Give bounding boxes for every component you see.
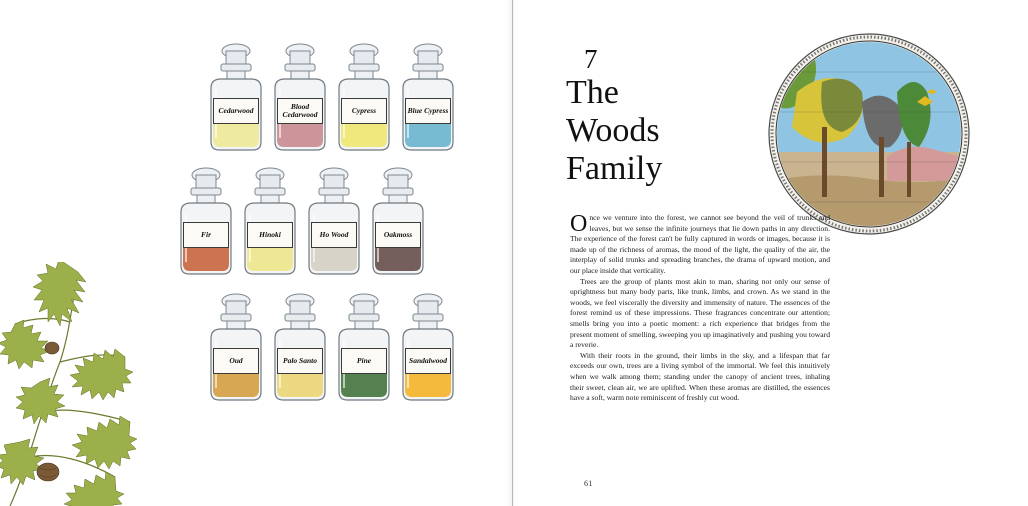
oil-bottle [205, 42, 267, 152]
oil-bottle [397, 292, 459, 402]
bottle-label: Oakmoss [375, 222, 421, 248]
oil-bottle [269, 42, 331, 152]
bottle-icon [397, 42, 459, 152]
bottle-label: Blue Cypress [405, 98, 451, 124]
body-text [570, 213, 830, 404]
bottle-icon [205, 42, 267, 152]
bottle-label: Fir [183, 222, 229, 248]
body-paragraph: Trees are the group of plants most akin to man, sharing not only our sense of uprightness but many body parts, like trunk, limbs, and crown. As we stand in the woods, we feel viscerally the diversity and immensity of nature. The essences of the forest remind us of these impressions. These fragrances concentrate our attention; smells bring you into a poetic moment: a rich experience that bridges from the present moment of smelling, sweeping you up imaginatively and pushing you toward a reverie. [570, 276, 830, 350]
bottle-label: Oud [213, 348, 259, 374]
bottle-icon [333, 42, 395, 152]
chapter-title-line: Family [566, 150, 663, 187]
forest-medallion-illustration [767, 32, 971, 236]
bottle-label: Blood Cedarwood [277, 98, 323, 124]
bottle-icon [205, 292, 267, 402]
body-paragraph: With their roots in the ground, their limbs in the sky, and a lifespan that far exceeds our own, trees are a living symbol of the immortal. We feel this intuitively when we walk among them; standing under the canopy of ancient trees, inhaling their sweet, clean air, we are uplifted. When these aromas are distilled, the essences have a soft, warm note reminiscent of freshly cut wood. [570, 350, 830, 403]
bottle-label: Pine [341, 348, 387, 374]
bottle-label: Cypress [341, 98, 387, 124]
cedar-branch-illustration [0, 262, 150, 506]
oil-bottle [269, 292, 331, 402]
bottle-icon [175, 166, 237, 276]
bottle-label: Palo Santo [277, 348, 323, 374]
bottle-icon [269, 42, 331, 152]
bottle-icon [269, 292, 331, 402]
chapter-title-line: Woods [566, 112, 660, 149]
bottle-label: Ho Wood [311, 222, 357, 248]
bottle-label: Sandalwood [405, 348, 451, 374]
chapter-number: 7 [584, 44, 598, 74]
page-number: 61 [584, 479, 593, 488]
paragraph-text: nce we venture into the forest, we cannot see beyond the veil of trunks and leaves, but we sense the infinite journeys that lie down paths in any direction. The experience of the forest can't be fully captured in words or images, because it is made up of the richness of aromas, the mood of the light, the quality of the air, the interplay of solid trunks and spreading branches, the drama of upward motion, and our place inside that verticality. [570, 213, 830, 275]
oil-bottle [333, 292, 395, 402]
bottle-label: Hinoki [247, 222, 293, 248]
oil-bottle [205, 292, 267, 402]
drop-cap: O [570, 211, 588, 237]
left-page [0, 0, 513, 506]
bottle-icon [303, 166, 365, 276]
body-paragraph [570, 213, 830, 277]
oil-bottle [333, 42, 395, 152]
chapter-title [566, 74, 726, 188]
bottle-icon [367, 166, 429, 276]
bottle-label: Cedarwood [213, 98, 259, 124]
oil-bottle [175, 166, 237, 276]
oil-bottle [303, 166, 365, 276]
oil-bottle [397, 42, 459, 152]
oil-bottle [239, 166, 301, 276]
bottle-icon [239, 166, 301, 276]
bottle-icon [397, 292, 459, 402]
chapter-title-line: The [566, 74, 619, 111]
oil-bottle [367, 166, 429, 276]
bottle-icon [333, 292, 395, 402]
book-gutter [512, 0, 513, 506]
